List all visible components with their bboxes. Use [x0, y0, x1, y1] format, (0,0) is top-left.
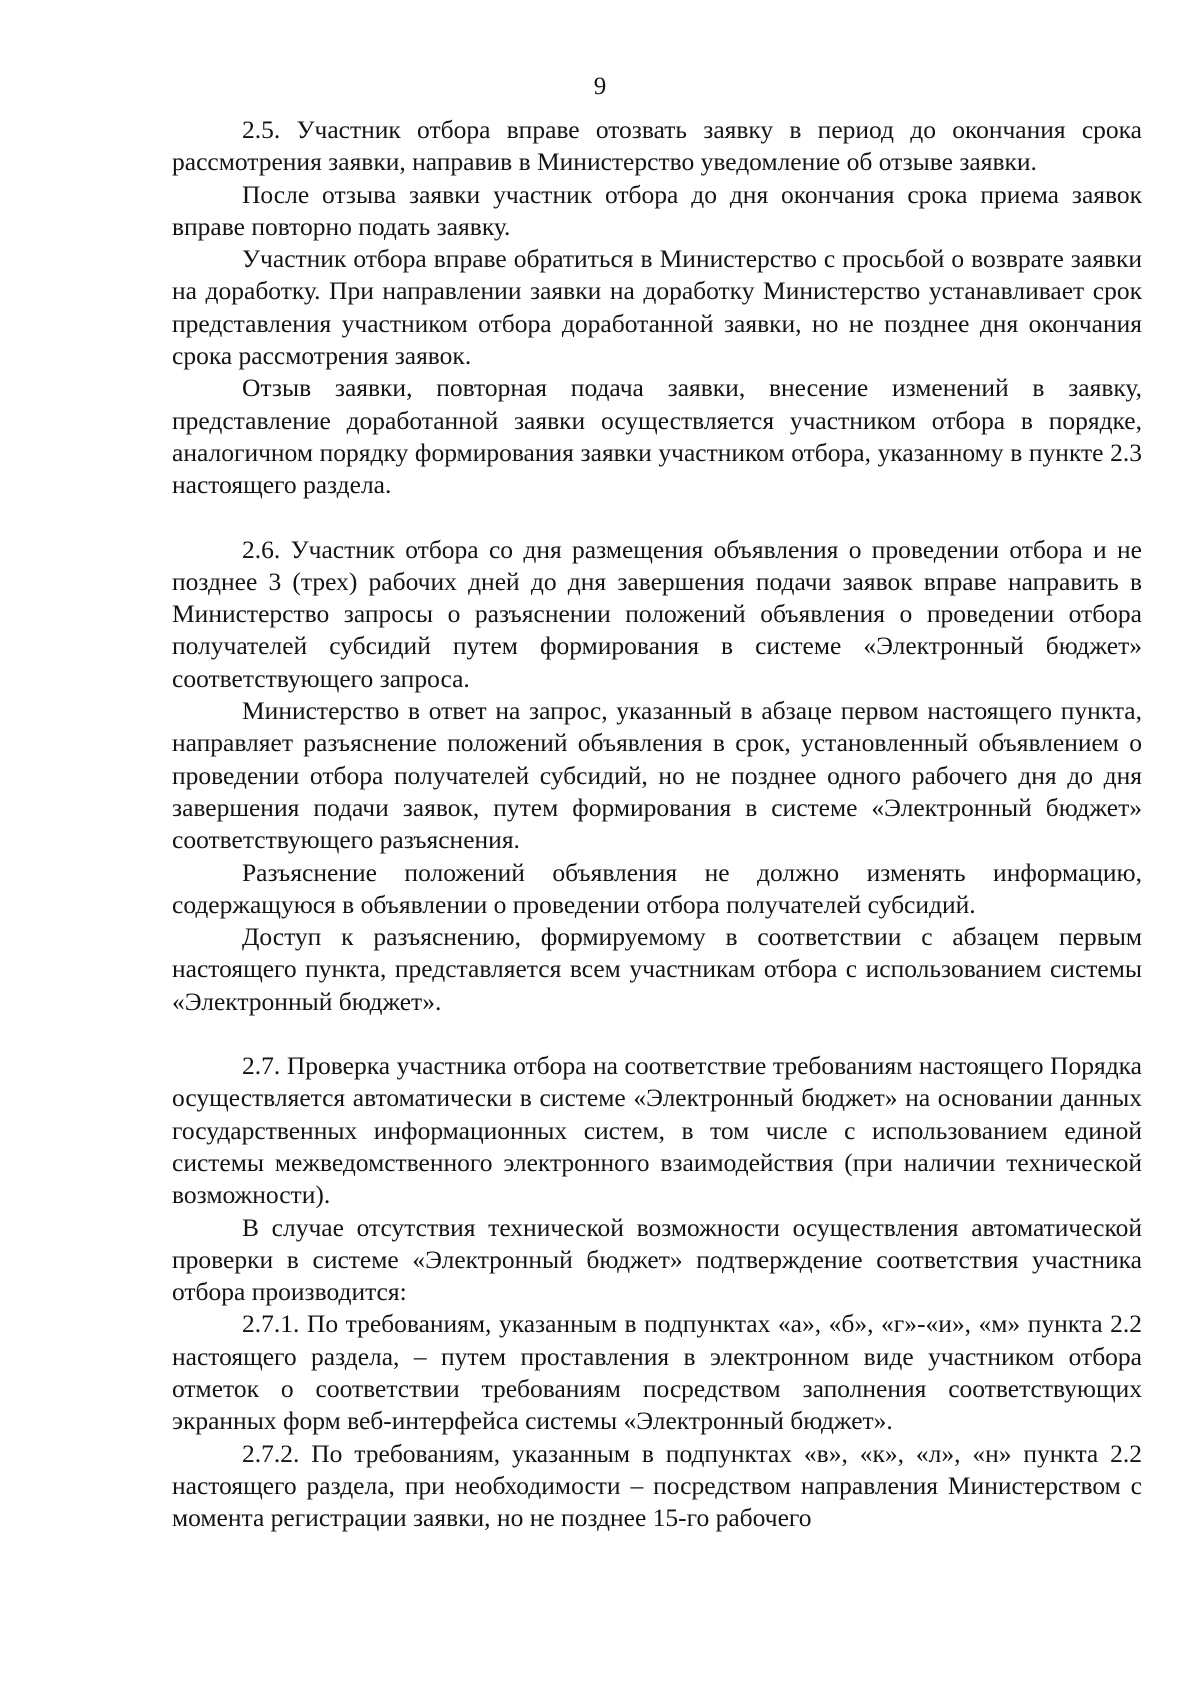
paragraph: После отзыва заявки участник отбора до дня окончания срока приема заявок вправе повторно подать заявку. — [172, 179, 1142, 241]
paragraph: Отзыв заявки, повторная подача заявки, внесение изменений в заявку, представление доработанной заявки осуществляется участником отбора в порядке, аналогичном порядку формирования заявки участником отбора, указанному в пункте 2.3 настоящего раздела. — [172, 373, 1142, 500]
paragraph-2-6: 2.6. Участник отбора со дня размещения объявления о проведении отбора и не позднее 3 (трех) рабочих дней до дня завершения подачи заявок вправе направить в Министерство запросы о разъяснении положений объявления о проведении отбора получателей субсидий путем формирования в системе «Электронный бюджет» соответствующего запроса. — [172, 534, 1142, 693]
page-number: 9 — [593, 73, 607, 100]
paragraph: Министерство в ответ на запрос, указанный в абзаце первом настоящего пункта, направляет разъяснение положений объявления в срок, установленный объявлением о проведении отбора получателей субсидий, но не позднее одного рабочего дня до дня завершения подачи заявок, путем формирования в системе «Электронный бюджет» соответствующего разъяснения. — [172, 696, 1142, 855]
paragraph-2-7-2: 2.7.2. По требованиям, указанным в подпунктах «в», «к», «л», «н» пункта 2.2 настоящего раздела, при необходимости – посредством направления Министерством с момента регистрации заявки, но не позднее 15-го рабочего — [172, 1438, 1142, 1533]
document-body — [172, 114, 1142, 1534]
paragraph: В случае отсутствия технической возможности осуществления автоматической проверки в системе «Электронный бюджет» подтверждение соответствия участника отбора производится: — [172, 1212, 1142, 1307]
paragraph-2-7: 2.7. Проверка участника отбора на соответствие требованиям настоящего Порядка осуществляется автоматически в системе «Электронный бюджет» на основании данных государственных информационных систем, в том числе с использованием единой системы межведомственного электронного взаимодействия (при наличии технической возможности). — [172, 1051, 1142, 1210]
paragraph: Участник отбора вправе обратиться в Министерство с просьбой о возврате заявки на доработку. При направлении заявки на доработку Министерство устанавливает срок представления участником отбора доработанной заявки, но не позднее дня окончания срока рассмотрения заявок. — [172, 244, 1142, 371]
paragraph: Разъяснение положений объявления не должно изменять информацию, содержащуюся в объявлении о проведении отбора получателей субсидий. — [172, 857, 1142, 919]
paragraph-2-5: 2.5. Участник отбора вправе отозвать заявку в период до окончания срока рассмотрения заявки, направив в Министерство уведомление об отзыве заявки. — [172, 115, 1142, 177]
paragraph-2-7-1: 2.7.1. По требованиям, указанным в подпунктах «а», «б», «г»-«и», «м» пункта 2.2 настоящего раздела, – путем проставления в электронном виде участником отбора отметок о соответствии требованиям посредством заполнения соответствующих экранных форм веб-интерфейса системы «Электронный бюджет». — [172, 1309, 1142, 1436]
paragraph: Доступ к разъяснению, формируемому в соответствии с абзацем первым настоящего пункта, представляется всем участникам отбора с использованием системы «Электронный бюджет». — [172, 922, 1142, 1016]
